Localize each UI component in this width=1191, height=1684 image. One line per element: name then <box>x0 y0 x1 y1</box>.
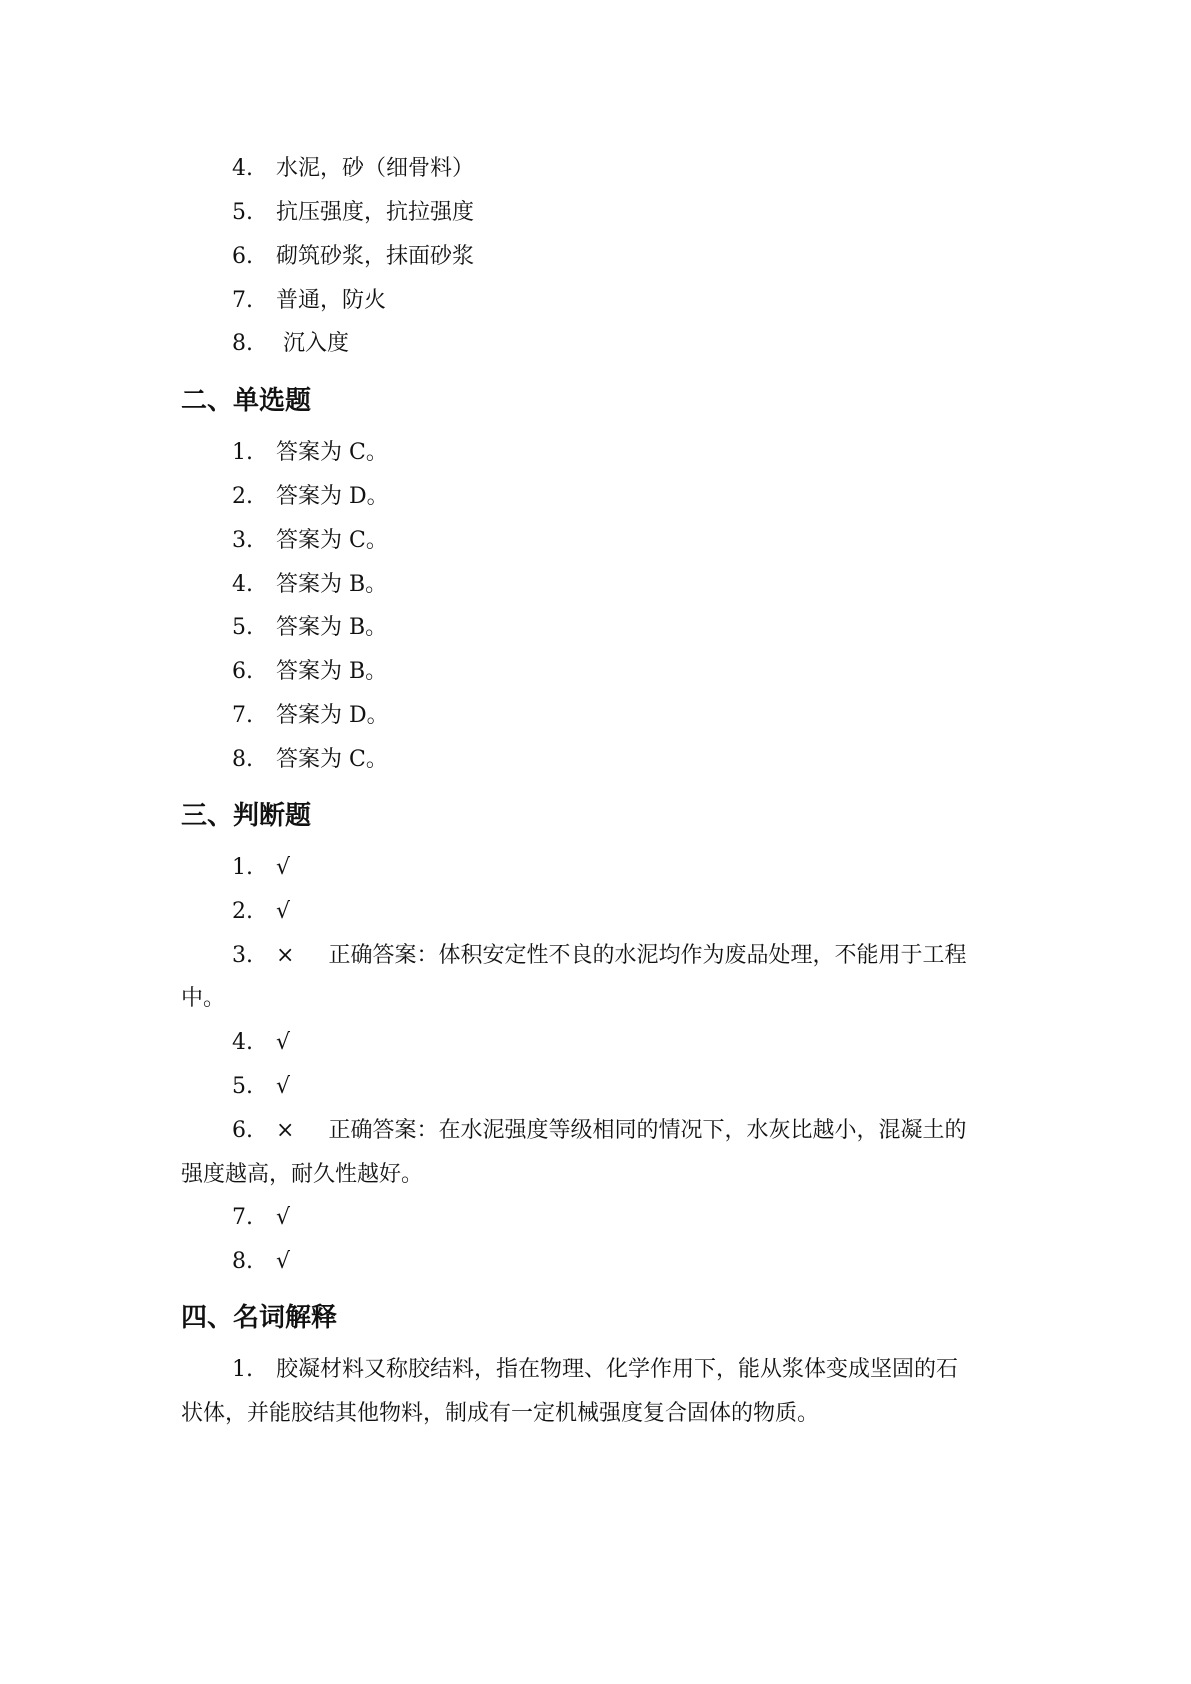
list-item <box>0 242 1191 272</box>
item-text: 普通，防火 <box>276 288 387 313</box>
item-number: 6. <box>232 659 253 684</box>
definition-continuation: 状体，并能胶结其他物料，制成有一定机械强度复合固体的物质。 <box>181 1401 820 1426</box>
section-heading: 四、名词解释 <box>181 1303 338 1333</box>
item-text: 答案为 B。 <box>276 659 388 684</box>
item-number: 6. <box>232 1118 253 1143</box>
item-number: 7. <box>232 1205 253 1230</box>
list-item <box>0 1355 1191 1385</box>
item-text: 答案为 C。 <box>276 440 388 465</box>
item-number: 7. <box>232 288 253 313</box>
item-number: 4. <box>232 572 253 597</box>
item-text: 抗压强度，抗拉强度 <box>276 200 475 225</box>
list-item <box>0 329 1191 359</box>
list-item <box>0 438 1191 468</box>
list-item <box>0 1028 1191 1058</box>
item-number: 2. <box>232 484 253 509</box>
item-text: 答案为 B。 <box>276 615 388 640</box>
item-text: 沉入度 <box>276 331 349 356</box>
correction-text: 正确答案：在水泥强度等级相同的情况下，水灰比越小，混凝土的 <box>328 1118 967 1143</box>
list-item <box>0 1203 1191 1233</box>
item-number: 1. <box>232 855 253 880</box>
check-mark: √ <box>276 1030 291 1055</box>
section-heading: 二、单选题 <box>181 386 312 416</box>
list-item <box>0 941 1191 971</box>
item-number: 8. <box>232 1249 253 1274</box>
correction-continuation: 中。 <box>181 986 226 1011</box>
list-item <box>0 1247 1191 1277</box>
item-text: 砌筑砂浆，抹面砂浆 <box>276 244 475 269</box>
definition-text: 胶凝材料又称胶结料，指在物理、化学作用下，能从浆体变成坚固的石 <box>276 1357 959 1382</box>
section-heading: 三、判断题 <box>181 801 312 831</box>
item-number: 4. <box>232 156 253 181</box>
list-item <box>0 701 1191 731</box>
item-number: 8. <box>232 747 253 772</box>
item-number: 5. <box>232 200 253 225</box>
check-mark: √ <box>276 1249 291 1274</box>
check-mark: √ <box>276 1074 291 1099</box>
item-text: 答案为 C。 <box>276 528 388 553</box>
item-number: 4. <box>232 1030 253 1055</box>
check-mark: √ <box>276 899 291 924</box>
list-item <box>0 154 1191 184</box>
item-text: 答案为 D。 <box>276 703 389 728</box>
list-item <box>0 853 1191 883</box>
list-item <box>0 1116 1191 1146</box>
list-item <box>0 198 1191 228</box>
check-mark: √ <box>276 1205 291 1230</box>
item-number: 7. <box>232 703 253 728</box>
list-item <box>0 570 1191 600</box>
item-number: 1. <box>232 1357 253 1382</box>
list-item <box>0 613 1191 643</box>
item-number: 3. <box>232 528 253 553</box>
list-item <box>0 657 1191 687</box>
item-text: 水泥，砂（细骨料） <box>276 156 475 181</box>
check-mark: √ <box>276 855 291 880</box>
item-number: 2. <box>232 899 253 924</box>
list-item <box>0 286 1191 316</box>
cross-mark: × <box>276 1118 295 1143</box>
list-item <box>0 1072 1191 1102</box>
cross-mark: × <box>276 943 295 968</box>
item-number: 1. <box>232 440 253 465</box>
item-number: 3. <box>232 943 253 968</box>
item-text: 答案为 D。 <box>276 484 389 509</box>
correction-continuation: 强度越高，耐久性越好。 <box>181 1162 424 1187</box>
list-item <box>0 745 1191 775</box>
correction-text: 正确答案：体积安定性不良的水泥均作为废品处理，不能用于工程 <box>328 943 967 968</box>
list-item <box>0 526 1191 556</box>
list-item <box>0 482 1191 512</box>
item-text: 答案为 C。 <box>276 747 388 772</box>
item-text: 答案为 B。 <box>276 572 388 597</box>
item-number: 8. <box>232 331 253 356</box>
item-number: 6. <box>232 244 253 269</box>
item-number: 5. <box>232 1074 253 1099</box>
list-item <box>0 897 1191 927</box>
item-number: 5. <box>232 615 253 640</box>
